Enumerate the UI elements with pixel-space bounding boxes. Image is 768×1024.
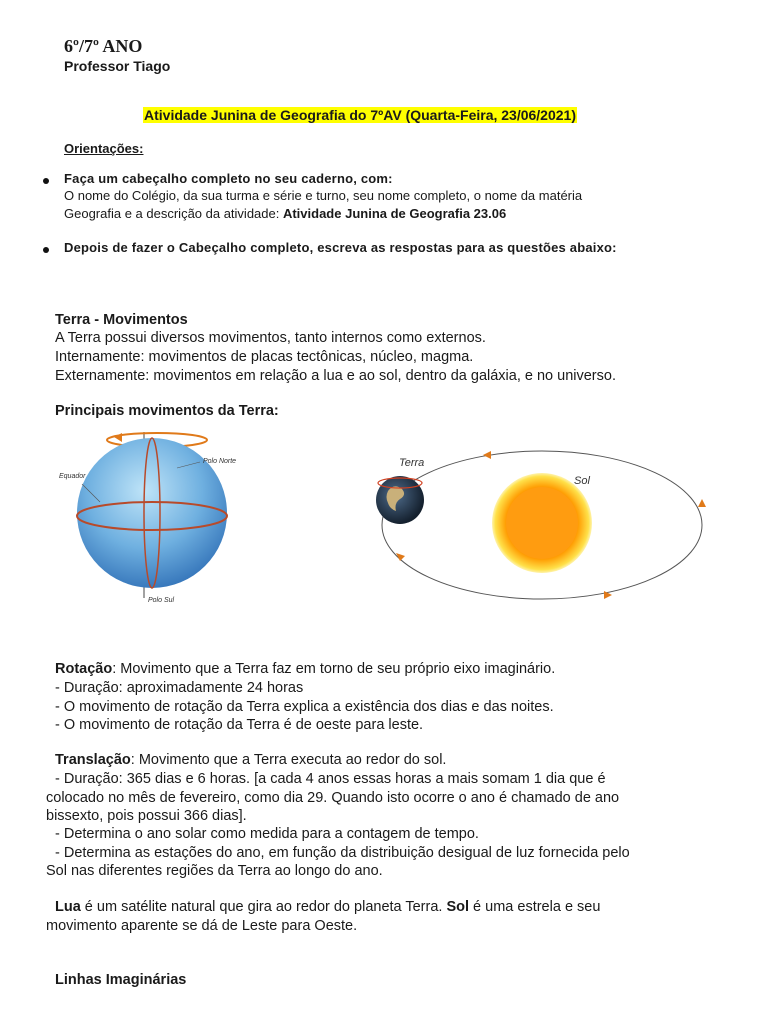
translation-line-2: - Duração: 365 dias e 6 horas. [a cada 4 anos essas horas a mais somam 1 dia que é	[55, 771, 606, 787]
translation-line-7: Sol nas diferentes regiões da Terra ao longo do ano.	[46, 863, 383, 879]
orbit-arrow-icon	[698, 499, 706, 507]
orientations-label: Orientações:	[64, 141, 144, 156]
movements-line-3: Externamente: movimentos em relação a lua e ao sol, dentro da galáxia, e no universo.	[55, 368, 616, 384]
instruction-item-1-title: Faça um cabeçalho completo no seu caderno, com:	[64, 171, 393, 186]
bullet-icon	[43, 247, 49, 253]
teacher-name: Professor Tiago	[64, 58, 171, 74]
south-pole-label: Polo Sul	[148, 597, 175, 604]
rotation-line-4: - O movimento de rotação da Terra é de oeste para leste.	[55, 717, 424, 733]
earth-rotation-figure	[52, 428, 262, 608]
instruction-item-1-detail: O nome do Colégio, da sua turma e série e turno, seu nome completo, o nome da matéria	[64, 188, 583, 203]
bullet-icon	[43, 178, 49, 184]
translation-line-6: - Determina as estações do ano, em função da distribuição desigual de luz fornecida pelo	[55, 845, 630, 861]
orbit-arrow-icon	[483, 451, 491, 459]
moon-sun-definition: Lua é um satélite natural que gira ao redor do planeta Terra. Sol é uma estrela e seu	[55, 899, 601, 915]
earth-label: Terra	[399, 457, 425, 469]
rotation-line-2: - Duração: aproximadamente 24 horas	[55, 680, 304, 696]
earth-orbit-figure	[370, 445, 720, 607]
earth-icon	[376, 476, 424, 524]
rotation-line-3: - O movimento de rotação da Terra explica a existência dos dias e das noites.	[55, 699, 554, 715]
rotation-definition: Rotação: Movimento que a Terra faz em torno de seu próprio eixo imaginário.	[55, 661, 556, 677]
sun-label: Sol	[574, 475, 590, 487]
north-pole-label: Polo Norte	[203, 458, 237, 465]
movements-line-1: A Terra possui diversos movimentos, tanto internos como externos.	[55, 330, 486, 346]
movements-line-2: Internamente: movimentos de placas tectônicas, núcleo, magma.	[55, 349, 474, 365]
translation-line-4: bissexto, pois possui 366 dias].	[46, 808, 247, 824]
section-heading-movements: Terra - Movimentos	[55, 312, 188, 328]
instruction-item-1-description: Geografia e a descrição da atividade: Atividade Junina de Geografia 23.06	[64, 206, 507, 221]
section-heading-imaginary-lines: Linhas Imaginárias	[55, 972, 187, 988]
instruction-item-2: Depois de fazer o Cabeçalho completo, escreva as respostas para as questões abaixo:	[64, 240, 617, 255]
section-heading-principal-movements: Principais movimentos da Terra:	[55, 403, 279, 419]
moon-sun-line-2: movimento aparente se dá de Leste para Oeste.	[46, 918, 358, 934]
translation-definition: Translação: Movimento que a Terra executa ao redor do sol.	[55, 752, 447, 768]
activity-title: Atividade Junina de Geografia do 7ºAV (Quarta-Feira, 23/06/2021)	[144, 107, 576, 123]
translation-line-3: colocado no mês de fevereiro, como dia 29. Quando isto ocorre o ano é chamado de ano	[46, 790, 620, 806]
equator-label: Equador	[59, 473, 86, 480]
grade-heading: 6º/7º ANO	[64, 36, 143, 56]
translation-line-5: - Determina o ano solar como medida para a contagem de tempo.	[55, 826, 479, 842]
